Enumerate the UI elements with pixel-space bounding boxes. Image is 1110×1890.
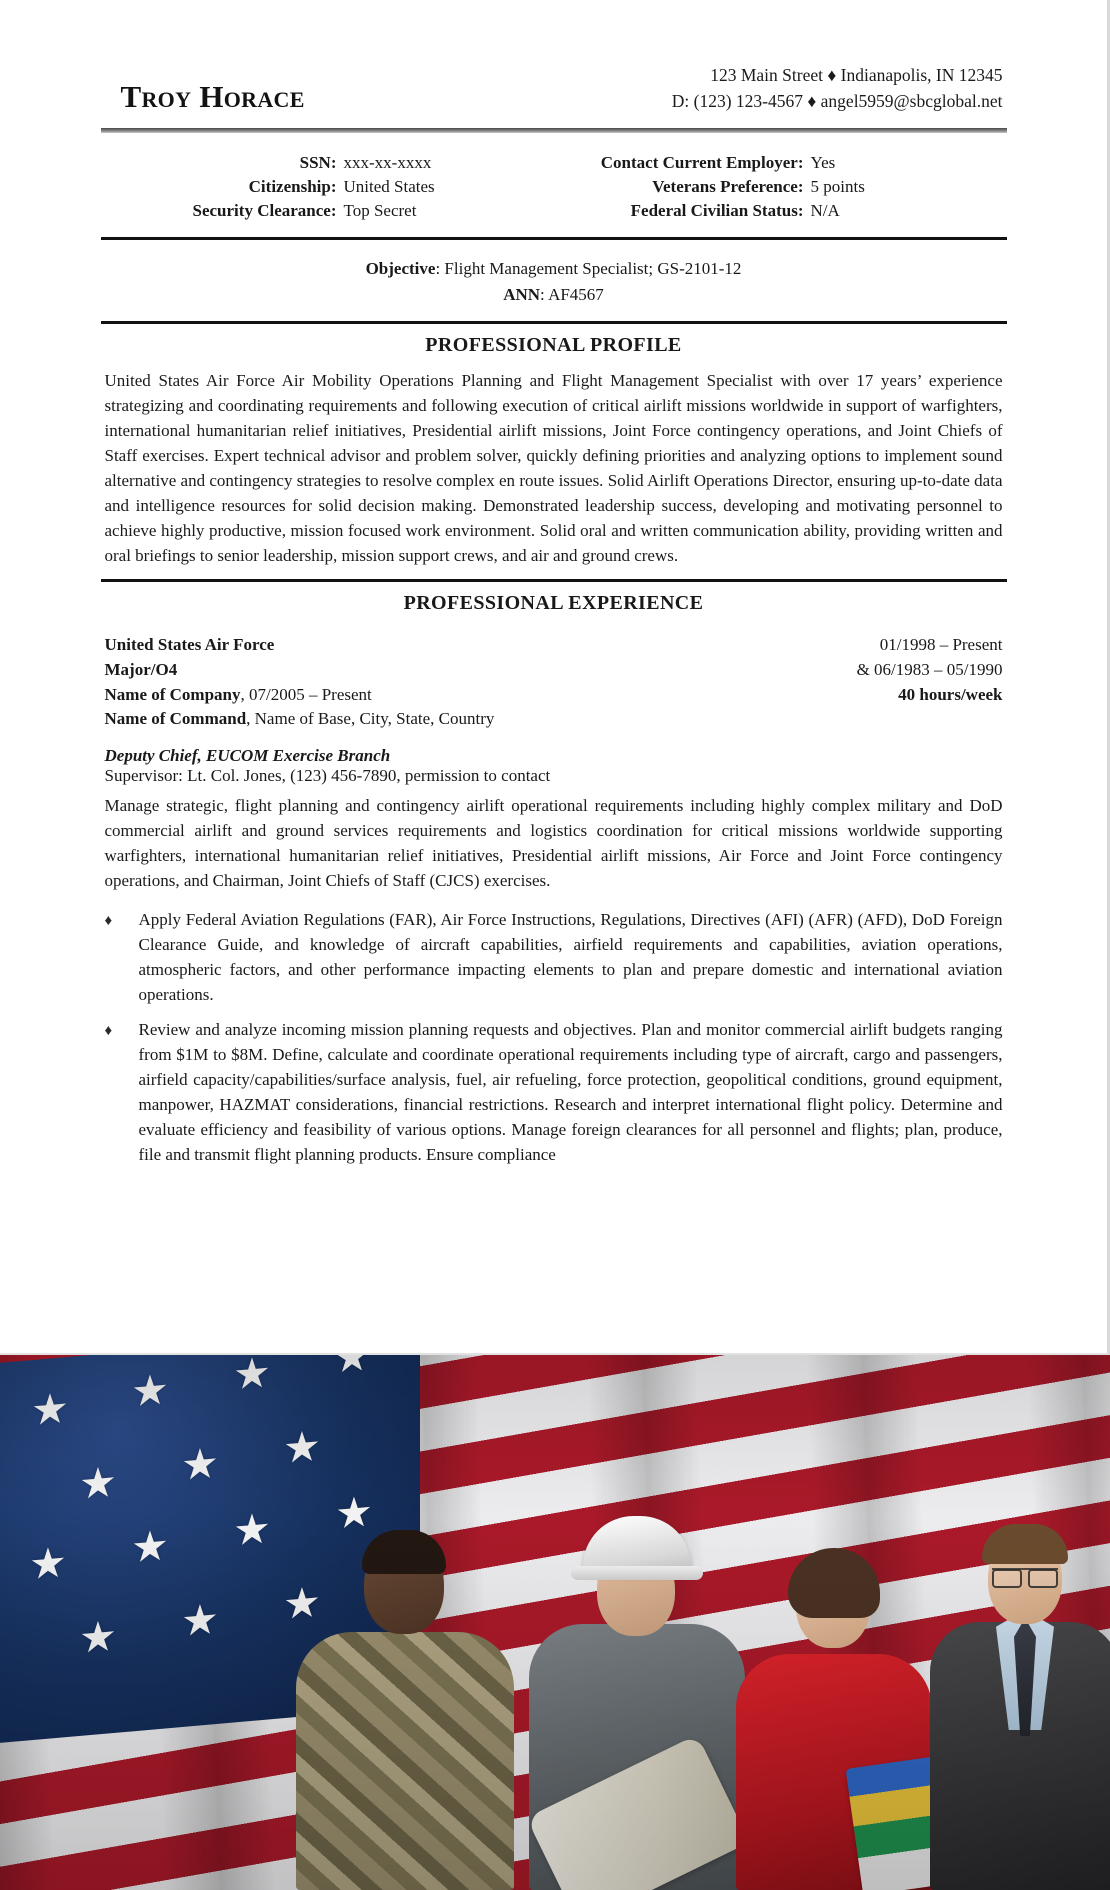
banner-vignette [0, 1355, 1110, 1890]
job-company-line [105, 683, 495, 708]
info-row [101, 199, 554, 223]
bullet-text: Review and analyze incoming mission planning requests and objectives. Plan and monitor commercial airlift budgets ranging from $1M to $8M. Define, calculate and coordinate operational requirements including type of aircraft, cargo and passengers, airfield capacity/capabilities/surface analysis, fuel, air refueling, force protection, geopolitical conditions, ground equipment, manpower, HAZMAT considerations, financial restrictions. Research and interpret international flight policy. Determine and evaluate efficiency and feasibility of various options. Manage foreign clearances for all personnel and flights; plan, produce, file and transmit flight planning products. Ensure compliance [138, 1019, 1003, 1164]
job-command-line [105, 707, 495, 732]
info-label: Contact Current Employer: [600, 153, 804, 172]
page-title: Troy Horace [120, 78, 305, 114]
job-company-dates: , 07/2005 – Present [240, 684, 372, 704]
phone-email-line: D: (123) 123-4567 ♦ angel5959@sbcglobal.net [671, 90, 1003, 111]
info-row [554, 175, 1007, 199]
profile-paragraph: United States Air Force Air Mobility Operations Planning and Flight Management Specialist with over 17 years’ experience strategizing and coordinating requirements and following execution of critical airlift missions worldwide in support of warfighters, international humanitarian relief initiatives, Presidential airlift missions, Joint Force contingency operations, and Joint Chiefs of Staff exercises. Expert technical advisor and problem solver, quickly defining priorities and analyzing options to implement sound alternative and contingency strategies to resolve complex en route issues. Solid Airlift Operations Director, ensuring up-to-date data and intelligence resources for solid decision making. Demonstrated leadership success, developing and motivating personnel to achieve highly productive, mission focused work environment. Solid oral and written communication ability, providing written and oral briefings to senior leadership, mission support crews, and air and ground crews. [104, 371, 1003, 566]
contact-info [672, 63, 1003, 118]
objective-value: Flight Management Specialist; GS-2101-12 [444, 259, 742, 279]
job-dates [857, 633, 1003, 732]
diamond-bullet-icon: ♦ [104, 912, 113, 929]
ann-value: AF4567 [548, 284, 604, 304]
info-value: 5 points [810, 177, 865, 197]
info-value: United States [343, 177, 435, 197]
info-row [554, 199, 1007, 223]
job-summary-paragraph: Manage strategic, flight planning and contingency airlift operational requirements including highly complex military and DoD commercial airlift and ground services requirements and logistics coordination for critical missions worldwide supporting warfighters, international humanitarian relief initiatives, Presidential airlift missions, Air Force and Joint Force contingency operations, and Chairman, Joint Chiefs of Staff (CJCS) exercises. [104, 795, 1003, 890]
info-row [554, 151, 1007, 175]
section-heading-experience: PROFESSIONAL EXPERIENCE [403, 592, 704, 615]
info-label: Veterans Preference: [652, 177, 804, 197]
info-row [101, 151, 554, 175]
applicant-info-left-column [101, 151, 554, 223]
job-employer: United States Air Force [104, 635, 275, 655]
job-title: Deputy Chief, EUCOM Exercise Branch [104, 745, 391, 765]
patriotic-banner-image [0, 1355, 1110, 1890]
objective-line [101, 256, 1007, 282]
info-label: Citizenship: [248, 177, 337, 197]
info-value: xxx-xx-xxxx [343, 153, 432, 172]
job-entry-header [101, 625, 1007, 732]
objective-block [101, 240, 1007, 321]
info-value: Top Secret [343, 201, 417, 221]
objective-label: Objective [365, 259, 436, 279]
list-item [105, 908, 1003, 1018]
info-value: N/A [810, 201, 840, 221]
job-company-label: Name of Company [104, 684, 241, 704]
bullet-text: Apply Federal Aviation Regulations (FAR), Air Force Instructions, Regulations, Directives (AFI) (AFR) (AFD), DoD Foreign Clearance Guide, and knowledge of aircraft capabilities, airfield requirements and capabilities, aviation operations, atmospheric factors, and other performance impacting elements to plan and prepare domestic and international aviation operations. [138, 909, 1003, 1004]
job-command-label: Name of Command [104, 709, 247, 729]
diamond-bullet-icon: ♦ [104, 1022, 113, 1039]
applicant-info-right-column [554, 151, 1007, 223]
job-supervisor: Supervisor: Lt. Col. Jones, (123) 456-7890, permission to contact [104, 765, 551, 785]
list-item [105, 1018, 1003, 1178]
ann-line [101, 282, 1007, 308]
info-label: Federal Civilian Status: [630, 201, 804, 221]
job-hours: 40 hours/week [898, 684, 1003, 704]
info-label: Security Clearance: [192, 201, 337, 221]
job-command-rest: , Name of Base, City, State, Country [246, 709, 495, 729]
info-value: Yes [810, 153, 836, 172]
job-date-secondary: & 06/1983 – 05/1990 [856, 659, 1003, 679]
resume-content [101, 0, 1007, 1178]
job-rank: Major/O4 [104, 659, 178, 679]
ann-label: ANN [503, 284, 541, 304]
address-line: 123 Main Street ♦ Indianapolis, IN 12345 [710, 65, 1003, 86]
section-heading-profile: PROFESSIONAL PROFILE [425, 334, 682, 357]
info-row [101, 175, 554, 199]
resume-header [101, 58, 1007, 118]
objective-separator: : [435, 259, 445, 279]
ann-separator: : [540, 284, 549, 304]
info-label: SSN: [299, 153, 337, 172]
job-identity [105, 633, 495, 732]
applicant-info-block [101, 133, 1007, 237]
job-bullet-list [101, 904, 1007, 1178]
job-date-primary: 01/1998 – Present [879, 635, 1003, 655]
